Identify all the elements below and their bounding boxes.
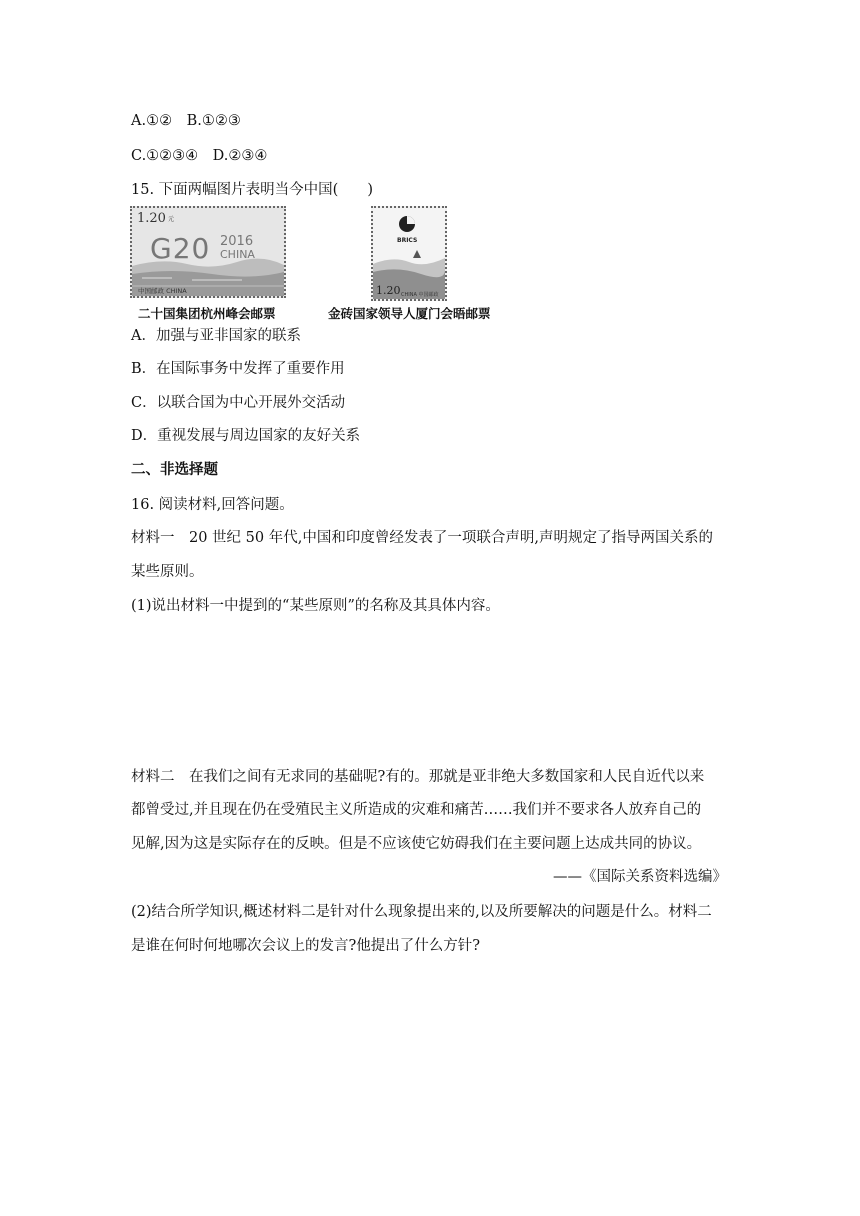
brics-stamp-image bbox=[371, 206, 447, 301]
g20-country-text: CHINA bbox=[220, 248, 255, 261]
material-2-line-1: 材料二 在我们之间有无求同的基础呢?有的。那就是亚非绝大多数国家和人民自近代以来 bbox=[131, 769, 705, 785]
material-2-line-3: 见解,因为这是实际存在的反映。但是不应该使它妨碍我们在主要问题上达成共同的协议。 bbox=[131, 836, 702, 852]
g20-postal-name: 中国邮政 CHINA bbox=[138, 287, 187, 295]
material-1-line-2: 某些原则。 bbox=[131, 564, 204, 580]
g20-logo-text: G20 bbox=[150, 232, 211, 265]
g20-year-text: 2016 bbox=[220, 234, 254, 249]
question-16-stem: 16. 阅读材料,回答问题。 bbox=[131, 497, 294, 513]
question-15-stem: 15. 下面两幅图片表明当今中国( ) bbox=[131, 182, 373, 198]
q15-option-d: D．重视发展与周边国家的友好关系 bbox=[131, 428, 361, 444]
sub-question-2-line-2: 是谁在何时何地哪次会议上的发言?他提出了什么方针? bbox=[131, 938, 481, 954]
brics-stamp-caption: 金砖国家领导人厦门会晤邮票 bbox=[328, 306, 491, 321]
options-line-2: C.①②③④ D.②③④ bbox=[131, 148, 268, 164]
q15-option-a: A．加强与亚非国家的联系 bbox=[131, 328, 301, 344]
g20-face-value: 1.20 bbox=[137, 211, 166, 226]
sub-question-2-line-1: (2)结合所学知识,概述材料二是针对什么现象提出来的,以及所要解决的问题是什么。材料二 bbox=[131, 904, 712, 920]
material-1-line-1: 材料一 20 世纪 50 年代,中国和印度曾经发表了一项联合声明,声明规定了指导两国关系的 bbox=[131, 530, 713, 546]
g20-stamp-image bbox=[130, 206, 286, 298]
material-2-line-2: 都曾受过,并且现在仍在受殖民主义所造成的灾难和痛苦……我们并不要求各人放弃自己的 bbox=[131, 802, 702, 818]
material-2-source: ——《国际关系资料选编》 bbox=[553, 869, 727, 885]
section-heading: 二、非选择题 bbox=[131, 462, 218, 478]
q15-option-b: B．在国际事务中发挥了重要作用 bbox=[131, 361, 345, 377]
g20-face-unit: 元 bbox=[168, 216, 175, 223]
sub-question-1: (1)说出材料一中提到的“某些原则”的名称及其具体内容。 bbox=[131, 598, 500, 614]
g20-stamp-caption: 二十国集团杭州峰会邮票 bbox=[138, 306, 276, 321]
brics-logo-text: BRICS bbox=[397, 237, 418, 244]
brics-postal-name: CHINA 中国邮政 bbox=[401, 292, 439, 298]
brics-face-value: 1.20 bbox=[376, 284, 401, 297]
q15-option-c: C．以联合国为中心开展外交活动 bbox=[131, 395, 346, 411]
options-line-1: A.①② B.①②③ bbox=[131, 113, 241, 129]
